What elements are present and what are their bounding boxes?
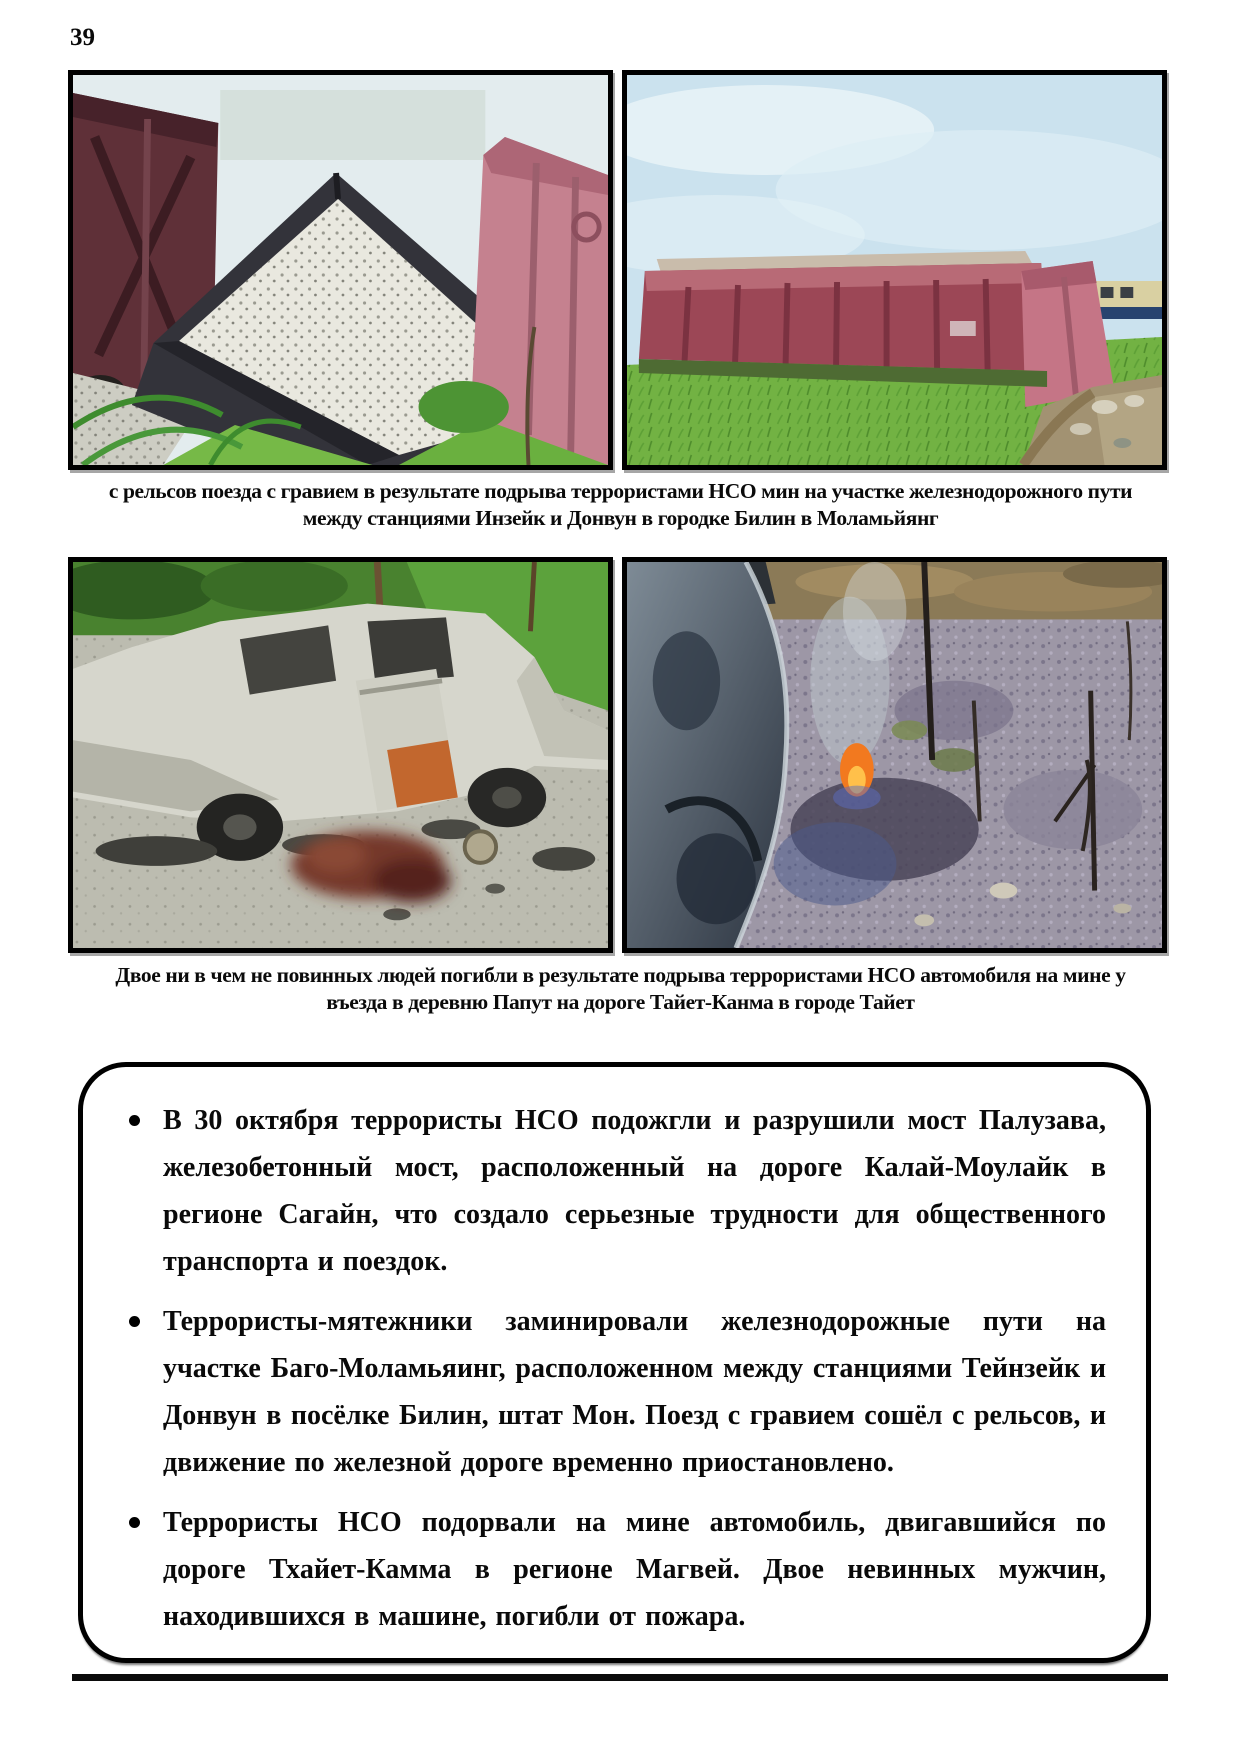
figure-row-burned-car	[68, 557, 1167, 953]
page-number: 39	[70, 24, 95, 51]
bottom-rule	[72, 1674, 1168, 1681]
figure-row-derailed-train	[68, 70, 1167, 470]
summary-box	[78, 1062, 1151, 1663]
burning-car-illustration	[627, 562, 1162, 948]
bullet-item-car-mine: Террористы НСО подорвали на мине автомобиль, двигавшийся по дороге Тхайет-Камма в регионе Магвей. Двое невинных мужчин, находившихся в машине, погибли от пожара.	[119, 1499, 1106, 1640]
summary-bullet-list	[83, 1067, 1146, 1640]
figure-caption-derailed-train: с рельсов поезда с гравием в результате подрыва террористами НСО мин на участке железнодорожного пути между станциями Инзейк и Донвун в городке Билин в Моламьйянг	[108, 479, 1133, 530]
figure-caption-burned-car: Двое ни в чем не повинных людей погибли в результате подрыва террористами НСО автомобиля на мине у въезда в деревню Папут на дороге Тайет-Канма в городе Тайет	[115, 963, 1126, 1014]
bullet-item-rail-mining: Террористы-мятежники заминировали железнодорожные пути на участке Баго-Моламьяинг, расположенном между станциями Тейнзейк и Донвун в посёлке Билин, штат Мон. Поезд с гравием сошёл с рельсов, и движение по железной дороге временно приостановлено.	[119, 1298, 1106, 1486]
burned-pickup-illustration	[73, 562, 608, 948]
bullet-item-bridge-attack: В 30 октября террористы НСО подожгли и разрушили мост Палузава, железобетонный мост, расположенный на дороге Калай-Моулайк в регионе Сагайн, что создало серьезные трудности для общественного транспорта и поездок.	[119, 1097, 1106, 1285]
derailed-train-field-illustration	[627, 75, 1162, 465]
photo-burning-car-scorched-ground	[622, 557, 1167, 953]
photo-derailed-gravel-hopper-closeup	[68, 70, 613, 470]
photo-burned-pickup-on-road	[68, 557, 613, 953]
photo-derailed-train-cars-grassland	[622, 70, 1167, 470]
derailed-train-illustration	[73, 75, 608, 465]
